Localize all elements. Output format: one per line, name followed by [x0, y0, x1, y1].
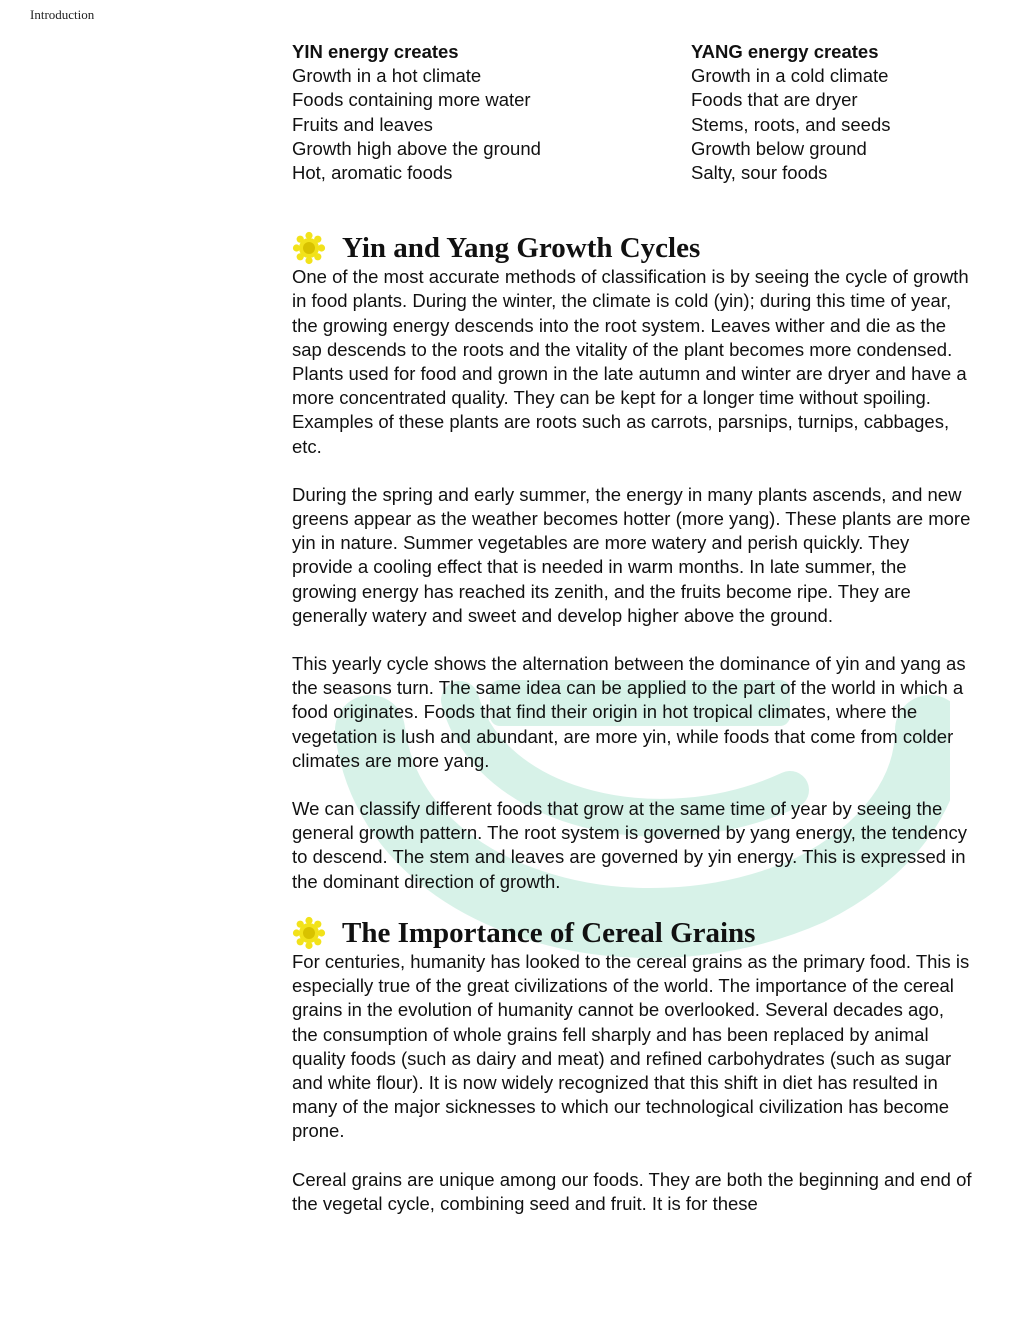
yin-yang-table	[292, 40, 972, 185]
yin-item: Growth in a hot climate	[292, 65, 482, 87]
yang-column	[691, 40, 971, 185]
running-header: Introduction	[30, 7, 95, 22]
section-title-text: Yin and Yang Growth Cycles	[342, 232, 701, 265]
page-content	[292, 40, 972, 1216]
paragraph: One of the most accurate methods of classification is by seeing the cycle of growth in food plants. During the winter, the climate is cold (yin); during this time of year, the growing energy descends into the root system. Leaves wither and die as the sap descends to the roots and the vitality of the plant becomes more condensed. Plants used for food and grown in the late autumn and winter are dryer and have a more concentrated quality. They can be kept for a longer time without spoiling. Examples of these plants are roots such as carrots, parsnips, turnips, cabbages, etc.	[292, 266, 969, 457]
section-title-text: The Importance of Cereal Grains	[342, 916, 756, 949]
yin-column	[292, 40, 691, 185]
yin-item: Growth high above the ground	[292, 137, 541, 159]
paragraph: We can classify different foods that grow at the same time of year by seeing the general growth pattern. The root system is governed by yang energy, the tendency to descend. The stem and leaves are governed by yin energy. This is expressed in the dominant direction of growth.	[292, 798, 967, 892]
yang-item: Stems, roots, and seeds	[691, 113, 891, 135]
section-heading	[292, 916, 972, 950]
yang-column-header: YANG energy creates	[691, 41, 879, 62]
yin-item: Hot, aromatic foods	[292, 162, 453, 184]
paragraph: This yearly cycle shows the alternation between the dominance of yin and yang as the seasons turn. The same idea can be applied to the part of the world in which a food originates. Foods that find their origin in hot tropical climates, where the vegetation is lush and abundant, are more yin, while foods that come from colder climates are more yang.	[292, 653, 966, 771]
paragraph: During the spring and early summer, the energy in many plants ascends, and new greens appear as the weather becomes hotter (more yang). These plants are more yin in nature. Summer vegetables are more watery and perish quickly. They provide a cooling effect that is needed in warm months. In late summer, the growing energy has reached its zenith, and the fruits become ripe. They are generally watery and sweet and develop higher above the ground.	[292, 483, 971, 626]
sunflower-bullet-icon	[292, 231, 326, 265]
yin-item: Fruits and leaves	[292, 113, 433, 135]
yang-item: Growth below ground	[691, 137, 867, 159]
paragraph: Cereal grains are unique among our foods. They are both the beginning and end of the vegetal cycle, combining seed and fruit. It is for these	[292, 1168, 972, 1214]
yang-item: Growth in a cold climate	[691, 65, 889, 87]
sunflower-bullet-icon	[292, 916, 326, 950]
section-heading	[292, 231, 972, 265]
paragraph: For centuries, humanity has looked to the cereal grains as the primary food. This is especially true of the great civilizations of the world. The importance of the cereal grains in the evolution of humanity cannot be overlooked. Several decades ago, the consumption of whole grains fell sharply and has been replaced by animal quality foods (such as dairy and meat) and refined carbohydrates (such as sugar and white flour). It is now widely recognized that this shift in diet has resulted in many of the major sicknesses to which our technological civilization has become prone.	[292, 950, 970, 1142]
yang-item: Salty, sour foods	[691, 162, 828, 184]
yin-column-header: YIN energy creates	[292, 41, 459, 62]
yin-item: Foods containing more water	[292, 89, 531, 111]
yang-item: Foods that are dryer	[691, 89, 858, 111]
